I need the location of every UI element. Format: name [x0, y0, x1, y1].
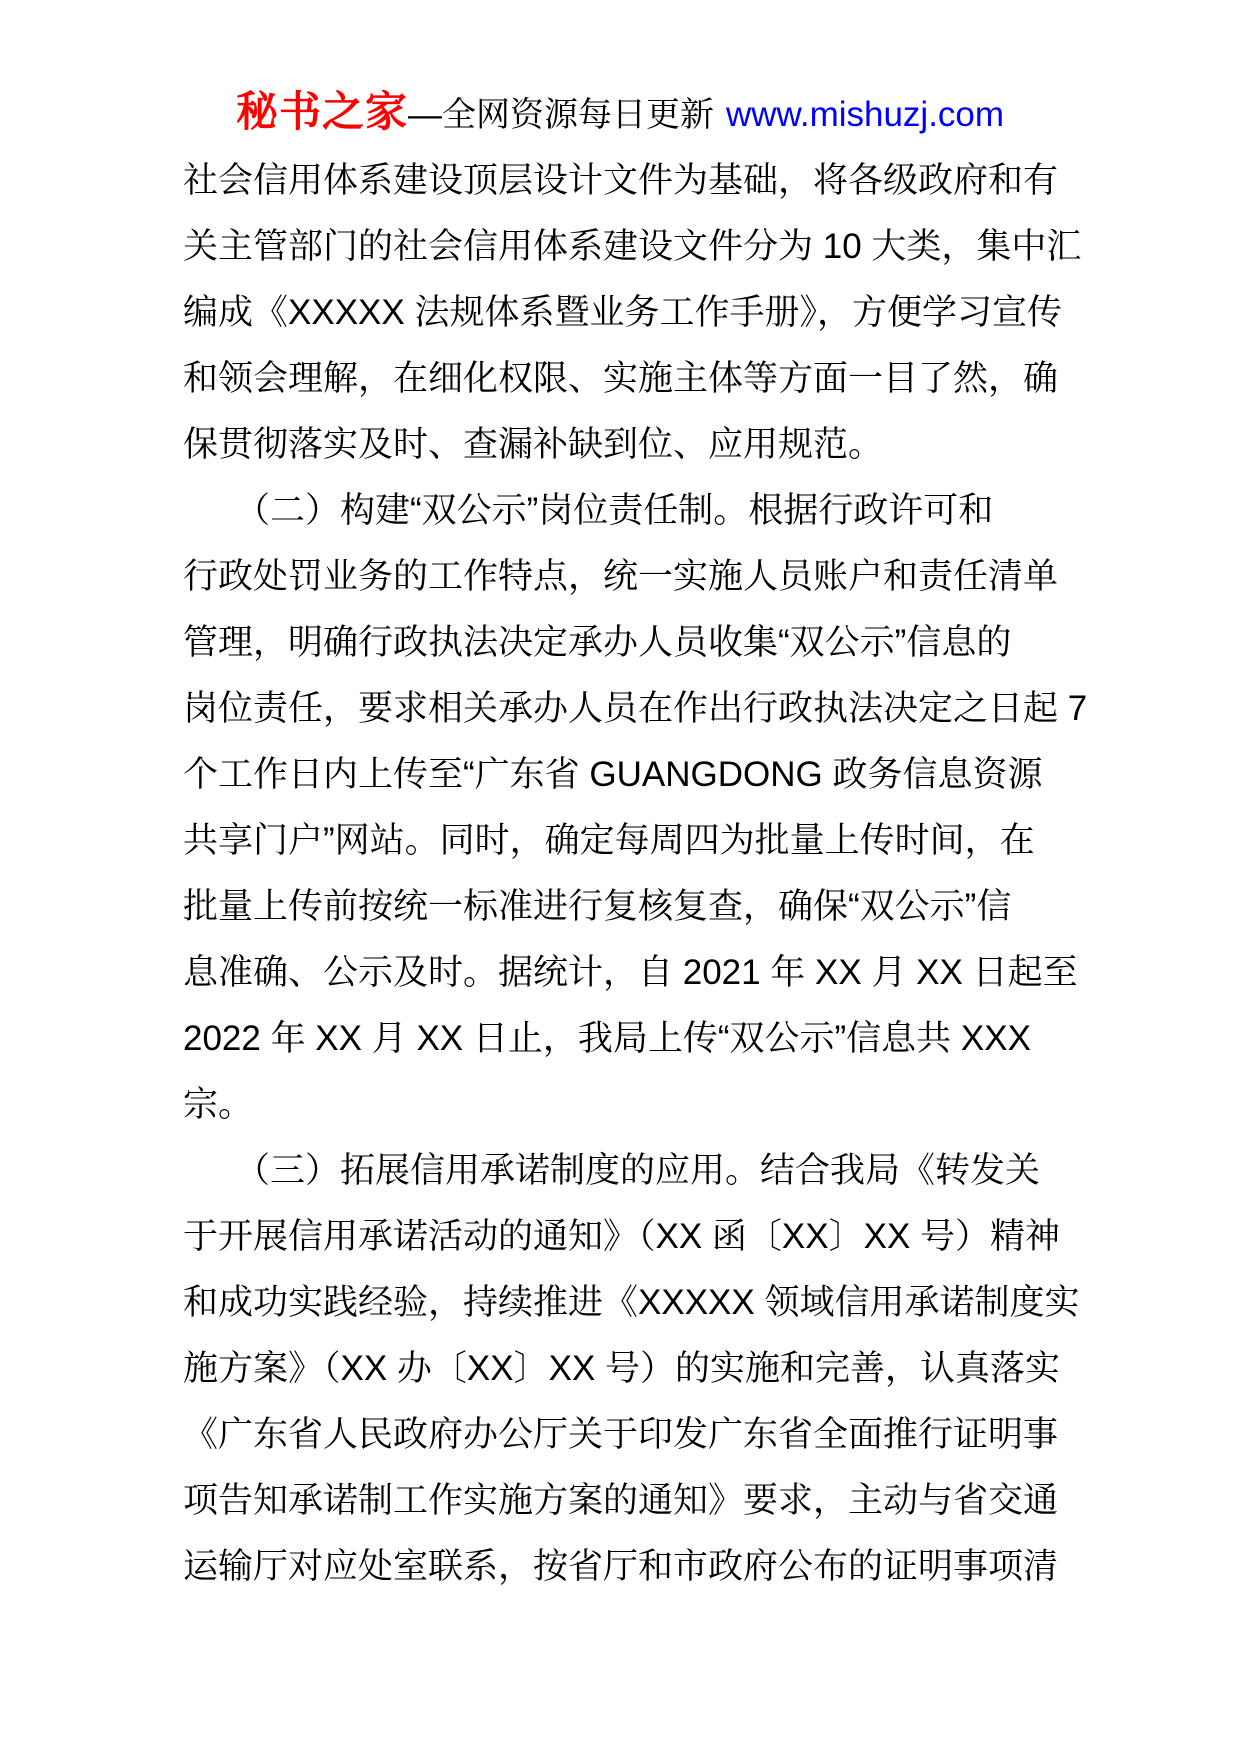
- text-line: 施方案》（XX 办〔XX〕XX 号）的实施和完善，认真落实: [183, 1349, 1061, 1388]
- document-body: [183, 148, 1088, 1600]
- site-brand: 秘书之家: [235, 88, 408, 135]
- paragraph-section-3: [183, 1138, 1080, 1600]
- text-line: （二）构建“双公示”岗位责任制。根据行政许可和: [235, 491, 994, 530]
- text-line: 项告知承诺制工作实施方案的通知》要求，主动与省交通: [183, 1481, 1059, 1520]
- text-line: 保贯彻落实及时、查漏补缺到位、应用规范。: [183, 425, 884, 464]
- site-url-link[interactable]: www.mishuzj.com: [725, 95, 1005, 134]
- text-line: 运输厅对应处室联系，按省厅和市政府公布的证明事项清: [183, 1547, 1059, 1586]
- text-line: 社会信用体系建设顶层设计文件为基础，将各级政府和有: [183, 161, 1059, 200]
- text-line: 和成功实践经验，持续推进《XXXXX 领域信用承诺制度实: [183, 1283, 1080, 1322]
- text-line: 关主管部门的社会信用体系建设文件分为 10 大类，集中汇: [183, 227, 1082, 266]
- text-line: （三）拓展信用承诺制度的应用。结合我局《转发关: [235, 1151, 1041, 1190]
- site-header: [0, 86, 1240, 148]
- text-line: 批量上传前按统一标准进行复核复查，确保“双公示”信: [183, 887, 1012, 926]
- text-line: 个工作日内上传至“广东省 GUANGDONG 政务信息资源: [183, 755, 1043, 794]
- text-line: 和领会理解，在细化权限、实施主体等方面一目了然，确: [183, 359, 1059, 398]
- text-line: 《广东省人民政府办公厅关于印发广东省全面推行证明事: [183, 1415, 1059, 1454]
- text-line: 2022 年 XX 月 XX 日止，我局上传“双公示”信息共 XXX: [183, 1019, 1031, 1058]
- text-line: 共享门户”网站。同时，确定每周四为批量上传时间，在: [183, 821, 1035, 860]
- paragraph-section-2: [183, 478, 1088, 1138]
- text-line: 宗。: [183, 1085, 254, 1124]
- text-line: 编成《XXXXX 法规体系暨业务工作手册》，方便学习宣传: [183, 293, 1062, 332]
- text-line: 管理，明确行政执法决定承办人员收集“双公示”信息的: [183, 623, 1012, 662]
- text-line: 行政处罚业务的工作特点，统一实施人员账户和责任清单: [183, 557, 1059, 596]
- site-tagline: —全网资源每日更新: [407, 96, 714, 134]
- text-line: 息准确、公示及时。据统计，自 2021 年 XX 月 XX 日起至: [183, 953, 1078, 992]
- paragraph-continuation: [183, 148, 1082, 478]
- text-line: 岗位责任，要求相关承办人员在作出行政执法决定之日起 7: [183, 689, 1088, 728]
- text-line: 于开展信用承诺活动的通知》（XX 函〔XX〕XX 号）精神: [183, 1217, 1061, 1256]
